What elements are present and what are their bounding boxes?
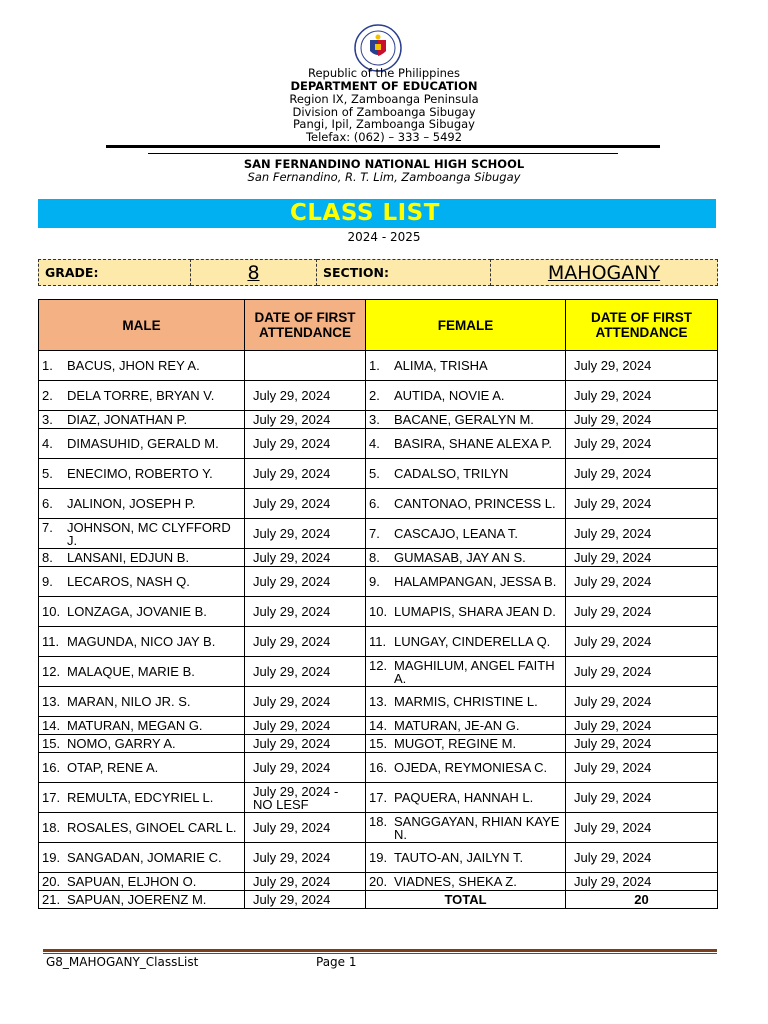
- female-number: 2.: [369, 388, 380, 403]
- list-item: [369, 851, 562, 864]
- header-divider: [106, 145, 660, 148]
- female-student-name: CANTONAO, PRINCESS L.: [394, 496, 556, 511]
- female-student-name: PAQUERA, HANNAH L.: [394, 790, 534, 805]
- list-item: [42, 521, 241, 547]
- male-date-cell: July 29, 2024: [245, 813, 366, 843]
- female-date-cell: July 29, 2024: [566, 753, 718, 783]
- deped-seal-logo: [354, 24, 402, 72]
- male-name-cell: [39, 783, 245, 813]
- footer-filename: G8_MAHOGANY_ClassList: [46, 955, 199, 969]
- male-number: 7.: [42, 519, 53, 535]
- female-name-cell: [366, 489, 566, 519]
- male-date-cell: July 29, 2024: [245, 753, 366, 783]
- female-student-name: HALAMPANGAN, JESSA B.: [394, 574, 557, 589]
- male-number: 15.: [42, 736, 61, 751]
- list-item: [42, 413, 241, 426]
- male-date-cell: July 29, 2024: [245, 717, 366, 735]
- female-date-cell: July 29, 2024: [566, 873, 718, 891]
- female-name-cell: [366, 411, 566, 429]
- male-student-name: ENECIMO, ROBERTO Y.: [67, 466, 213, 481]
- female-date-cell: July 29, 2024: [566, 783, 718, 813]
- header-location: Pangi, Ipil, Zamboanga Sibugay: [293, 117, 475, 131]
- male-student-name: SAPUAN, JOERENZ M.: [67, 892, 207, 907]
- list-item: [42, 791, 241, 804]
- list-item: [42, 851, 241, 864]
- male-name-cell: [39, 735, 245, 753]
- male-number: 5.: [42, 466, 53, 481]
- female-name-cell: [366, 657, 566, 687]
- female-date-cell: July 29, 2024: [566, 411, 718, 429]
- school-year: 2024 - 2025: [347, 230, 421, 244]
- female-name-cell: [366, 783, 566, 813]
- male-student-name: DIMASUHID, GERALD M.: [67, 436, 219, 451]
- male-date-cell: July 29, 2024: [245, 519, 366, 549]
- male-date-cell: July 29, 2024: [245, 843, 366, 873]
- table-row: [39, 753, 718, 783]
- table-row: [39, 657, 718, 687]
- table-row: [39, 351, 718, 381]
- female-date-header: DATE OF FIRST ATTENDANCE: [566, 300, 718, 351]
- female-number: 18.: [369, 813, 388, 829]
- male-number: 8.: [42, 550, 53, 565]
- male-student-name: REMULTA, EDCYRIEL L.: [67, 790, 214, 805]
- table-row: [39, 717, 718, 735]
- female-student-name: LUMAPIS, SHARA JEAN D.: [394, 604, 556, 619]
- male-student-name: MATURAN, MEGAN G.: [67, 718, 203, 733]
- list-item: [42, 497, 241, 510]
- female-name-cell: [366, 567, 566, 597]
- male-name-cell: [39, 411, 245, 429]
- list-item: [369, 815, 562, 841]
- total-label: TOTAL: [366, 891, 566, 909]
- list-item: [369, 791, 562, 804]
- female-date-cell: July 29, 2024: [566, 843, 718, 873]
- list-item: [369, 575, 562, 588]
- male-student-name: ROSALES, GINOEL CARL L.: [67, 820, 237, 835]
- male-name-cell: [39, 657, 245, 687]
- female-student-name: MAGHILUM, ANGEL FAITH A.: [394, 657, 555, 686]
- male-student-name: LANSANI, EDJUN B.: [67, 550, 190, 565]
- male-name-cell: [39, 627, 245, 657]
- male-date-header: DATE OF FIRST ATTENDANCE: [245, 300, 366, 351]
- male-date-cell: July 29, 2024: [245, 873, 366, 891]
- female-number: 10.: [369, 604, 388, 619]
- table-row: [39, 873, 718, 891]
- female-number: 14.: [369, 718, 388, 733]
- female-student-name: VIADNES, SHEKA Z.: [394, 874, 517, 889]
- class-list-table: [38, 299, 718, 909]
- female-name-cell: [366, 381, 566, 411]
- male-student-name: BACUS, JHON REY A.: [67, 358, 200, 373]
- female-student-name: GUMASAB, JAY AN S.: [394, 550, 526, 565]
- male-number: 12.: [42, 664, 61, 679]
- list-item: [42, 635, 241, 648]
- female-number: 4.: [369, 436, 380, 451]
- list-item: [42, 695, 241, 708]
- female-student-name: LUNGAY, CINDERELLA Q.: [394, 634, 551, 649]
- male-student-name: JOHNSON, MC CLYFFORD J.: [67, 519, 231, 548]
- male-student-name: NOMO, GARRY A.: [67, 736, 176, 751]
- female-date-cell: July 29, 2024: [566, 735, 718, 753]
- male-number: 9.: [42, 574, 53, 589]
- male-date-cell: [245, 351, 366, 381]
- school-address: San Fernandino, R. T. Lim, Zamboanga Sibugay: [247, 170, 521, 184]
- table-row: [39, 519, 718, 549]
- male-number: 2.: [42, 388, 53, 403]
- male-number: 1.: [42, 358, 53, 373]
- table-row: [39, 567, 718, 597]
- male-name-cell: [39, 429, 245, 459]
- male-number: 3.: [42, 412, 53, 427]
- male-student-name: MAGUNDA, NICO JAY B.: [67, 634, 216, 649]
- list-item: [42, 893, 241, 906]
- female-number: 13.: [369, 694, 388, 709]
- list-item: [369, 359, 562, 372]
- female-number: 8.: [369, 550, 380, 565]
- female-number: 20.: [369, 874, 388, 889]
- page-title: CLASS LIST: [290, 200, 440, 226]
- header-region: Region IX, Zamboanga Peninsula: [289, 92, 479, 106]
- female-number: 17.: [369, 790, 388, 805]
- male-name-cell: [39, 381, 245, 411]
- list-item: [42, 605, 241, 618]
- list-item: [369, 635, 562, 648]
- male-student-name: LECAROS, NASH Q.: [67, 574, 190, 589]
- female-name-cell: [366, 597, 566, 627]
- female-date-cell: July 29, 2024: [566, 627, 718, 657]
- list-item: [42, 467, 241, 480]
- female-student-name: MUGOT, REGINE M.: [394, 736, 517, 751]
- female-student-name: CASCAJO, LEANA T.: [394, 526, 519, 541]
- male-student-name: DELA TORRE, BRYAN V.: [67, 388, 215, 403]
- table-row: [39, 783, 718, 813]
- male-date-cell: July 29, 2024: [245, 891, 366, 909]
- header-republic: Republic of the Philippines: [307, 66, 461, 80]
- total-value: 20: [566, 891, 718, 909]
- table-row: [39, 549, 718, 567]
- section-value: MAHOGANY: [547, 261, 661, 284]
- list-item: [42, 551, 241, 564]
- male-student-name: SAPUAN, ELJHON O.: [67, 874, 197, 889]
- male-student-name: LONZAGA, JOVANIE B.: [67, 604, 207, 619]
- male-name-cell: [39, 351, 245, 381]
- list-item: [42, 761, 241, 774]
- footer-page-number: Page 1: [316, 955, 357, 969]
- male-date-cell: July 29, 2024: [245, 381, 366, 411]
- list-item: [42, 389, 241, 402]
- list-item: [369, 413, 562, 426]
- header-divider-thin: [148, 153, 618, 154]
- male-date-cell: July 29, 2024: [245, 459, 366, 489]
- female-number: 11.: [369, 634, 387, 649]
- female-student-name: BACANE, GERALYN M.: [394, 412, 534, 427]
- male-date-cell: July 29, 2024 - NO LESF: [245, 783, 366, 813]
- female-date-cell: July 29, 2024: [566, 381, 718, 411]
- male-student-name: JALINON, JOSEPH P.: [67, 496, 196, 511]
- table-row: [39, 381, 718, 411]
- class-list-body: [39, 351, 718, 909]
- table-row: [39, 687, 718, 717]
- list-item: [42, 821, 241, 834]
- grade-label: GRADE:: [39, 260, 191, 286]
- list-item: [369, 551, 562, 564]
- section-value-cell: [491, 260, 718, 286]
- list-item: [42, 575, 241, 588]
- list-item: [42, 437, 241, 450]
- male-student-name: SANGADAN, JOMARIE C.: [67, 850, 222, 865]
- male-number: 10.: [42, 604, 61, 619]
- list-item: [369, 875, 562, 888]
- female-name-cell: [366, 873, 566, 891]
- section-label: SECTION:: [317, 260, 491, 286]
- header-telefax: Telefax: (062) – 333 – 5492: [305, 130, 463, 144]
- female-date-cell: July 29, 2024: [566, 813, 718, 843]
- header-department: DEPARTMENT OF EDUCATION: [290, 79, 478, 93]
- female-name-cell: [366, 549, 566, 567]
- female-name-cell: [366, 735, 566, 753]
- list-item: [42, 719, 241, 732]
- male-number: 11.: [42, 634, 60, 649]
- male-number: 4.: [42, 436, 53, 451]
- table-row: [39, 489, 718, 519]
- female-number: 5.: [369, 466, 380, 481]
- male-date-cell: July 29, 2024: [245, 411, 366, 429]
- list-item: [369, 695, 562, 708]
- list-item: [42, 665, 241, 678]
- female-number: 7.: [369, 526, 380, 541]
- list-item: [369, 659, 562, 685]
- table-row: [39, 891, 718, 909]
- female-student-name: CADALSO, TRILYN: [394, 466, 509, 481]
- grade-section-row: [38, 259, 718, 286]
- male-name-cell: [39, 489, 245, 519]
- female-header: FEMALE: [366, 300, 566, 351]
- male-name-cell: [39, 813, 245, 843]
- male-name-cell: [39, 753, 245, 783]
- male-date-cell: July 29, 2024: [245, 549, 366, 567]
- female-number: 16.: [369, 760, 388, 775]
- female-student-name: MATURAN, JE-AN G.: [394, 718, 520, 733]
- male-name-cell: [39, 567, 245, 597]
- table-row: [39, 843, 718, 873]
- male-name-cell: [39, 891, 245, 909]
- female-name-cell: [366, 459, 566, 489]
- male-number: 19.: [42, 850, 61, 865]
- female-name-cell: [366, 717, 566, 735]
- male-student-name: DIAZ, JONATHAN P.: [67, 412, 188, 427]
- male-number: 13.: [42, 694, 61, 709]
- list-item: [369, 719, 562, 732]
- female-number: 1.: [369, 358, 380, 373]
- male-student-name: OTAP, RENE A.: [67, 760, 159, 775]
- female-number: 9.: [369, 574, 380, 589]
- female-student-name: TAUTO-AN, JAILYN T.: [394, 850, 524, 865]
- list-item: [369, 761, 562, 774]
- male-date-cell: July 29, 2024: [245, 735, 366, 753]
- male-name-cell: [39, 459, 245, 489]
- female-date-cell: July 29, 2024: [566, 459, 718, 489]
- male-number: 17.: [42, 790, 61, 805]
- female-name-cell: [366, 627, 566, 657]
- male-date-cell: July 29, 2024: [245, 567, 366, 597]
- female-student-name: BASIRA, SHANE ALEXA P.: [394, 436, 553, 451]
- footer-divider-thin: [43, 953, 717, 954]
- list-item: [42, 359, 241, 372]
- female-date-cell: July 29, 2024: [566, 567, 718, 597]
- list-item: [369, 605, 562, 618]
- female-number: 3.: [369, 412, 380, 427]
- female-number: 6.: [369, 496, 380, 511]
- list-item: [369, 527, 562, 540]
- female-name-cell: [366, 687, 566, 717]
- female-student-name: MARMIS, CHRISTINE L.: [394, 694, 538, 709]
- female-name-cell: [366, 813, 566, 843]
- list-item: [369, 389, 562, 402]
- table-row: [39, 813, 718, 843]
- male-date-cell: July 29, 2024: [245, 627, 366, 657]
- female-student-name: OJEDA, REYMONIESA C.: [394, 760, 548, 775]
- male-header: MALE: [39, 300, 245, 351]
- male-date-cell: July 29, 2024: [245, 429, 366, 459]
- table-row: [39, 411, 718, 429]
- female-number: 12.: [369, 657, 388, 673]
- female-name-cell: [366, 519, 566, 549]
- school-name: SAN FERNANDINO NATIONAL HIGH SCHOOL: [243, 157, 525, 171]
- table-row: [39, 627, 718, 657]
- male-student-name: MARAN, NILO JR. S.: [67, 694, 191, 709]
- male-name-cell: [39, 873, 245, 891]
- table-row: [39, 735, 718, 753]
- male-date-cell: July 29, 2024: [245, 597, 366, 627]
- male-number: 20.: [42, 874, 61, 889]
- male-name-cell: [39, 717, 245, 735]
- male-student-name: MALAQUE, MARIE B.: [67, 664, 195, 679]
- table-row: [39, 459, 718, 489]
- list-item: [369, 497, 562, 510]
- female-name-cell: [366, 351, 566, 381]
- grade-value-cell: [191, 260, 317, 286]
- female-date-cell: July 29, 2024: [566, 351, 718, 381]
- female-number: 19.: [369, 850, 388, 865]
- male-date-cell: July 29, 2024: [245, 687, 366, 717]
- male-name-cell: [39, 519, 245, 549]
- female-date-cell: July 29, 2024: [566, 597, 718, 627]
- table-row: [39, 429, 718, 459]
- male-number: 21.: [42, 892, 61, 907]
- female-date-cell: July 29, 2024: [566, 549, 718, 567]
- grade-value: 8: [247, 261, 260, 284]
- female-student-name: AUTIDA, NOVIE A.: [394, 388, 505, 403]
- female-date-cell: July 29, 2024: [566, 657, 718, 687]
- male-number: 14.: [42, 718, 61, 733]
- male-date-cell: July 29, 2024: [245, 489, 366, 519]
- header-division: Division of Zamboanga Sibugay: [292, 105, 476, 119]
- male-number: 16.: [42, 760, 61, 775]
- male-name-cell: [39, 597, 245, 627]
- male-number: 6.: [42, 496, 53, 511]
- male-name-cell: [39, 687, 245, 717]
- male-number: 18.: [42, 820, 61, 835]
- male-name-cell: [39, 843, 245, 873]
- female-date-cell: July 29, 2024: [566, 717, 718, 735]
- male-name-cell: [39, 549, 245, 567]
- list-item: [369, 737, 562, 750]
- list-item: [369, 437, 562, 450]
- list-item: [369, 467, 562, 480]
- female-student-name: ALIMA, TRISHA: [394, 358, 488, 373]
- female-name-cell: [366, 753, 566, 783]
- female-name-cell: [366, 429, 566, 459]
- female-date-cell: July 29, 2024: [566, 519, 718, 549]
- female-number: 15.: [369, 736, 388, 751]
- footer-divider: [43, 949, 717, 952]
- list-item: [42, 875, 241, 888]
- male-date-cell: July 29, 2024: [245, 657, 366, 687]
- list-item: [42, 737, 241, 750]
- female-student-name: SANGGAYAN, RHIAN KAYE N.: [394, 813, 560, 842]
- female-name-cell: [366, 843, 566, 873]
- female-date-cell: July 29, 2024: [566, 429, 718, 459]
- female-date-cell: July 29, 2024: [566, 687, 718, 717]
- table-row: [39, 597, 718, 627]
- female-date-cell: July 29, 2024: [566, 489, 718, 519]
